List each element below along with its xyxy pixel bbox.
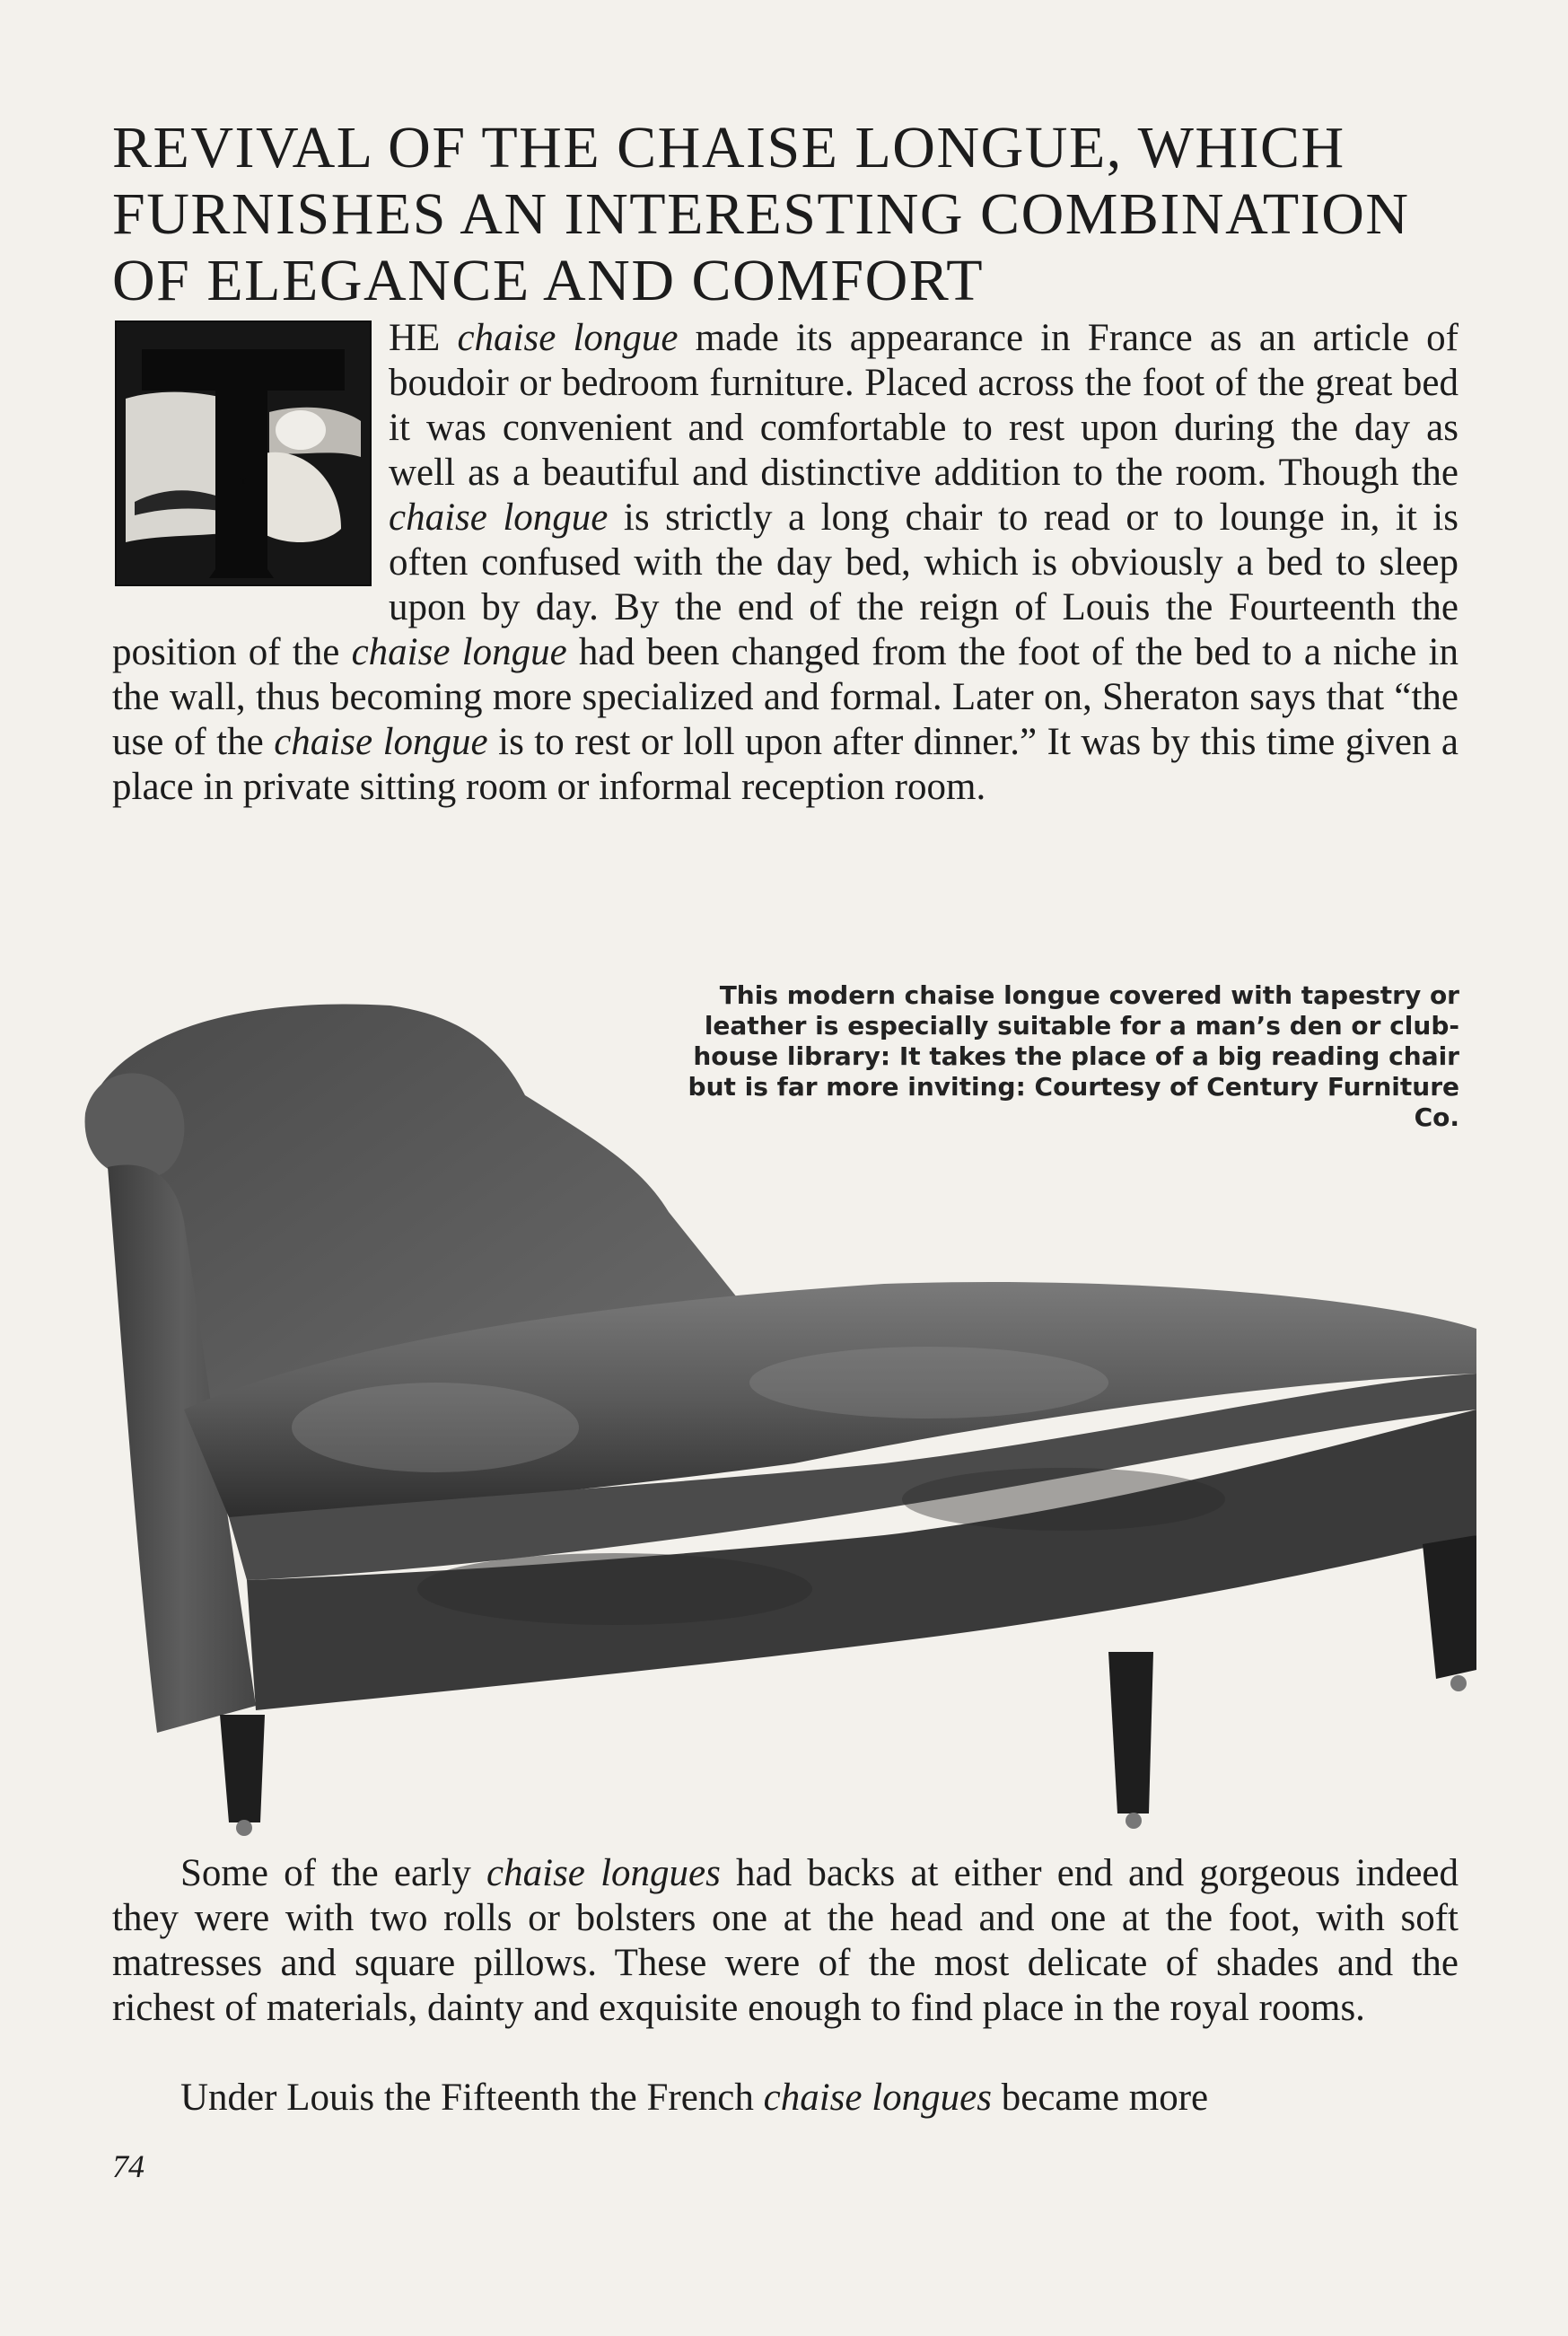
- paragraph-opening-run: chaise longue: [351, 631, 567, 673]
- paragraph-third: [112, 2076, 1459, 2121]
- article-title: REVIVAL OF THE CHAISE LONGUE, WHICH FURNISHES AN INTERESTING COMBINATION OF ELEGANCE AND COMFORT: [112, 115, 1410, 313]
- drop-cap-letter: T: [240, 477, 247, 487]
- paragraph-third-run: chaise longues: [763, 2077, 992, 2119]
- paragraph-opening-run: made its appearance in France as an article of boudoir or bedroom furniture. Placed across the foot of the great bed it was convenient and comfortable to rest upon during the day as well as a beautiful and distinctive addition to the room. Though the: [389, 317, 1459, 494]
- paragraph-second-text: [112, 1852, 1459, 2029]
- paragraph-second-run: had backs at either end and gorgeous indeed they were with two rolls or bolsters one at the head and one at the foot, with soft matresses and square pillows. These were of the most delicate of shades and the richest of materials, dainty and exquisite enough to find place in the royal rooms.: [112, 1852, 1459, 2029]
- paragraph-opening-run: chaise longue: [274, 721, 488, 763]
- paragraph-third-run: Under Louis the Fifteenth the French: [180, 2077, 764, 2119]
- paragraph-opening-run: is strictly a long chair to read or to lounge in, it is often confused with the day bed, which is obviously a bed to sleep upon by day. By the end of the reign of Louis the Fourteenth the position of the: [112, 496, 1459, 673]
- drop-cap-space: [112, 316, 389, 626]
- paragraph-opening-run: HE: [389, 317, 458, 359]
- paragraph-third-run: became more: [992, 2077, 1209, 2119]
- paragraph-second: [112, 1851, 1459, 2031]
- paragraph-second-run: chaise longues: [486, 1852, 721, 1894]
- figure-caption: This modern chaise longue covered with tapestry or leather is especially suitable for a man’s den or club-house library: It takes the place of a big reading chair but is far more inviting: Courtesy of Century Furniture Co.: [688, 980, 1459, 1132]
- paragraph-opening-run: had been changed from the foot of the bed to a niche in the wall, thus becoming more specialized and formal. Later on, Sheraton says that “the use of the: [112, 631, 1459, 763]
- paragraph-opening-run: chaise longue: [457, 317, 679, 359]
- paragraph-third-text: [180, 2077, 1208, 2119]
- paragraph-second-run: Some of the early: [180, 1852, 487, 1894]
- page-number: 74: [112, 2148, 145, 2184]
- paragraph-opening: [112, 316, 1459, 810]
- paragraph-opening-run: is to rest or loll upon after dinner.” It was by this time given a place in private sitting room or informal reception room.: [112, 721, 1459, 808]
- paragraph-opening-run: chaise longue: [389, 496, 609, 539]
